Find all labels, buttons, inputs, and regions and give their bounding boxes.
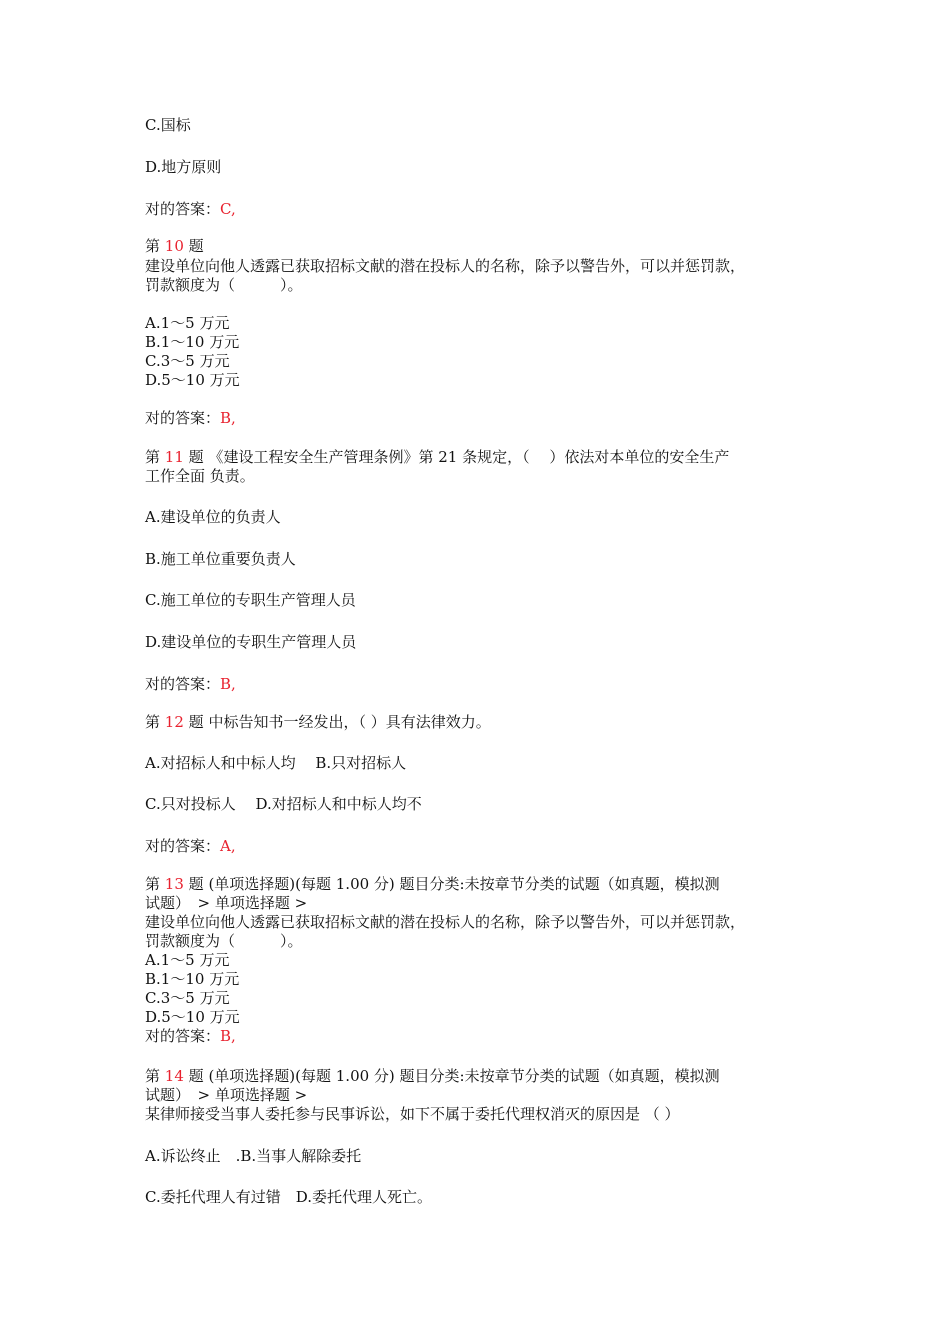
question-suffix: 题 <box>188 237 204 255</box>
answer-label: 对的答案： <box>145 409 221 427</box>
q12-options-ab: A.对招标人和中标人均 B.只对招标人 <box>145 754 407 772</box>
q11-answer <box>145 675 825 694</box>
answer-value: B, <box>220 409 236 427</box>
answer-label: 对的答案： <box>145 675 221 693</box>
q13-option-c: C.3～5 万元 <box>145 989 230 1007</box>
q10-option-c: C.3～5 万元 <box>145 352 230 370</box>
answer-label: 对的答案： <box>145 837 221 855</box>
q11-option-a: A.建设单位的负责人 <box>145 508 281 526</box>
question-prefix: 第 <box>145 448 161 466</box>
question-number: 13 <box>164 875 184 893</box>
q14-options-ab: A.诉讼终止 .B.当事人解除委托 <box>145 1147 362 1165</box>
answer-value: C, <box>220 200 236 218</box>
question-header-line1: 题 (单项选择题)(每题 1.00 分) 题目分类:未按章节分类的试题（如真题，模拟测 <box>188 875 720 893</box>
question-stem: 题 中标告知书一经发出，（ ）具有法律效力。 <box>188 713 491 731</box>
answer-value: B, <box>220 1027 236 1045</box>
answer-value: A, <box>220 837 236 855</box>
question-stem-line1: 题 《建设工程安全生产管理条例》第 21 条规定，（ ）依法对本单位的安全生产 <box>188 448 730 466</box>
question-prefix: 第 <box>145 237 161 255</box>
q9-option-c: C.国标 <box>145 116 191 134</box>
q11-stem-line2: 工作全面 负责。 <box>145 467 255 485</box>
q13-option-d: D.5～10 万元 <box>145 1008 240 1026</box>
q10-option-d: D.5～10 万元 <box>145 371 240 389</box>
q11-option-d: D.建设单位的专职生产管理人员 <box>145 633 357 651</box>
q10-option-a: A.1～5 万元 <box>145 314 230 332</box>
q9-option-d: D.地方原则 <box>145 158 222 176</box>
q13-heading <box>145 875 825 894</box>
q13-option-b: B.1～10 万元 <box>145 970 240 988</box>
q14-options-cd: C.委托代理人有过错 D.委托代理人死亡。 <box>145 1188 432 1206</box>
q13-option-a: A.1～5 万元 <box>145 951 230 969</box>
q9-answer <box>145 200 825 219</box>
q12-answer <box>145 837 825 856</box>
q11-option-b: B.施工单位重要负责人 <box>145 550 296 568</box>
q14-header-line2: 试题） > 单项选择题 > <box>145 1086 308 1104</box>
question-header-line1: 题 (单项选择题)(每题 1.00 分) 题目分类:未按章节分类的试题（如真题，模拟测 <box>188 1067 720 1085</box>
q13-header-line2: 试题） > 单项选择题 > <box>145 894 308 912</box>
answer-label: 对的答案： <box>145 1027 221 1045</box>
q13-stem-line1: 建设单位向他人透露已获取招标文献的潜在投标人的名称，除予以警告外，可以并惩罚款， <box>145 913 746 931</box>
q14-heading <box>145 1067 825 1086</box>
q10-answer <box>145 409 825 428</box>
q13-answer <box>145 1027 825 1046</box>
answer-label: 对的答案： <box>145 200 221 218</box>
q13-stem-line2: 罚款额度为（ ）。 <box>145 932 303 950</box>
q10-heading <box>145 237 825 256</box>
q12-heading <box>145 713 825 732</box>
question-prefix: 第 <box>145 713 161 731</box>
question-number: 14 <box>164 1067 184 1085</box>
q11-heading <box>145 448 825 467</box>
answer-value: B, <box>220 675 236 693</box>
q10-stem-line1: 建设单位向他人透露已获取招标文献的潜在投标人的名称，除予以警告外，可以并惩罚款， <box>145 257 746 275</box>
question-prefix: 第 <box>145 875 161 893</box>
question-prefix: 第 <box>145 1067 161 1085</box>
q11-option-c: C.施工单位的专职生产管理人员 <box>145 591 356 609</box>
question-number: 11 <box>164 448 184 466</box>
q12-options-cd: C.只对投标人 D.对招标人和中标人均不 <box>145 795 422 813</box>
q14-stem: 某律师接受当事人委托参与民事诉讼，如下不属于委托代理权消灭的原因是 （ ） <box>145 1105 680 1123</box>
q10-option-b: B.1～10 万元 <box>145 333 240 351</box>
q10-stem-line2: 罚款额度为（ ）。 <box>145 276 303 294</box>
question-number: 12 <box>164 713 184 731</box>
question-number: 10 <box>164 237 184 255</box>
